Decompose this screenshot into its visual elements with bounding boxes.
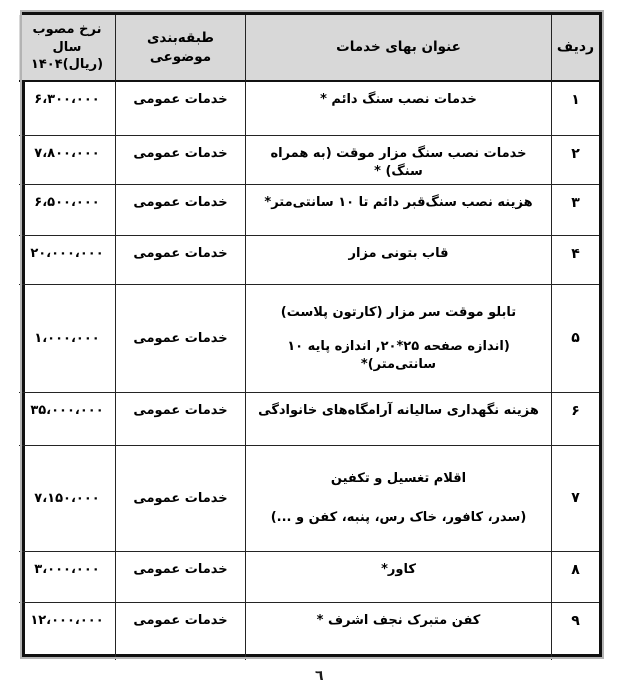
row-number: ۷ xyxy=(551,446,599,552)
category-cell: خدمات عمومی xyxy=(115,185,245,236)
service-title: خدمات نصب سنگ مزار موقت (به همراه سنگ) * xyxy=(245,136,551,185)
row-number: ۲ xyxy=(551,136,599,185)
service-title-line2: (سدر، کافور، خاک رس، پنبه، کفن و ...) xyxy=(270,510,527,526)
service-title-line1: اقلام تغسیل و تکفین xyxy=(330,470,467,486)
header-rate-line1: نرخ مصوب سال xyxy=(32,22,102,55)
category-cell: خدمات عمومی xyxy=(115,603,245,660)
row-number: ۳ xyxy=(551,185,599,236)
row-number: ۶ xyxy=(551,393,599,446)
service-title xyxy=(245,446,551,552)
row-number: ۴ xyxy=(551,236,599,285)
tariff-table xyxy=(22,12,602,657)
row-number: ۹ xyxy=(551,603,599,660)
rate-cell: ۶،۳۰۰،۰۰۰ xyxy=(19,82,115,136)
service-title: کفن متبرک نجف اشرف * xyxy=(245,603,551,660)
category-cell: خدمات عمومی xyxy=(115,446,245,552)
service-title-line1: تابلو موقت سر مزار (کارتون پلاست) xyxy=(280,304,517,320)
service-title-line2: (اندازه صفحه ۲۵*۲۰, اندازه پایه ۱۰ سانتی‌متر)* xyxy=(287,339,510,372)
category-cell: خدمات عمومی xyxy=(115,136,245,185)
service-title: خدمات نصب سنگ دائم * xyxy=(245,82,551,136)
category-cell: خدمات عمومی xyxy=(115,285,245,393)
service-title: قاب بتونی مزار xyxy=(245,236,551,285)
header-rate xyxy=(19,15,115,82)
row-number: ۵ xyxy=(551,285,599,393)
rate-cell: ۷،۱۵۰،۰۰۰ xyxy=(19,446,115,552)
rate-cell: ۳۵،۰۰۰،۰۰۰ xyxy=(19,393,115,446)
service-title xyxy=(245,285,551,393)
header-service-title: عنوان بهای خدمات xyxy=(245,15,551,82)
rate-cell: ۶،۵۰۰،۰۰۰ xyxy=(19,185,115,236)
service-title: کاور* xyxy=(245,552,551,603)
service-title: هزینه نگهداری سالیانه آرامگاه‌های خانوادگی xyxy=(245,393,551,446)
rate-cell: ۳،۰۰۰،۰۰۰ xyxy=(19,552,115,603)
rate-cell: ۲۰،۰۰۰،۰۰۰ xyxy=(19,236,115,285)
service-title: هزینه نصب سنگ‌قبر دائم تا ۱۰ سانتی‌متر* xyxy=(245,185,551,236)
page-number: ٦ xyxy=(315,668,324,684)
category-cell: خدمات عمومی xyxy=(115,552,245,603)
category-cell: خدمات عمومی xyxy=(115,393,245,446)
header-rate-line2: ۱۴۰۴(ریال) xyxy=(30,57,104,73)
header-row-number: ردیف xyxy=(551,15,599,82)
row-number: ۱ xyxy=(551,82,599,136)
row-number: ۸ xyxy=(551,552,599,603)
rate-cell: ۱۲،۰۰۰،۰۰۰ xyxy=(30,613,104,628)
category-cell: خدمات عمومی xyxy=(115,236,245,285)
rate-cell: ۷،۸۰۰،۰۰۰ xyxy=(19,136,115,185)
category-cell: خدمات عمومی xyxy=(115,82,245,136)
rate-cell: ۱،۰۰۰،۰۰۰ xyxy=(19,285,115,393)
header-category: طبقه‌بندی موضوعی xyxy=(115,15,245,82)
